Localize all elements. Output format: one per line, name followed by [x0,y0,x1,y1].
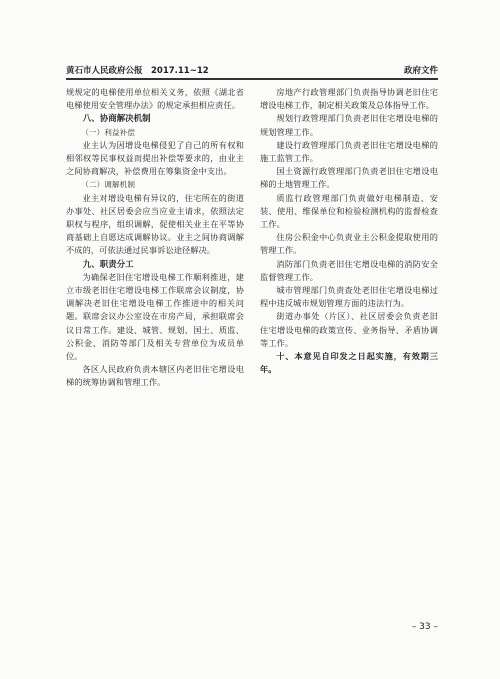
final-clause: 十、本意见自印发之日起实施，有效期三年。 [260,351,438,375]
paragraph: 业主对增设电梯有异议的，住宅所在的街道办事处、社区居委会应当应业主请求，依照法定职权与程序，组织调解，促使相关业主在平等协商基础上自愿达成调解协议。业主之间协商调解不成的，可依法通过民事诉讼途径解决。 [66,192,244,256]
paragraph: 国土资源行政管理部门负责老旧住宅增设电梯的土地管理工作。 [260,166,438,190]
subsection-heading: （一）利益补偿 [81,127,136,137]
section-label: 政府文件 [403,66,438,76]
page-number: – 33 – [411,622,438,632]
left-column [66,86,244,390]
header-rule [66,78,438,80]
running-header [66,64,438,78]
section-heading: 八、协商解决机制 [82,113,151,124]
publication-title: 黄石市人民政府公报 2017.11~12 [66,66,209,76]
paragraph: 建设行政管理部门负责老旧住宅增设电梯的施工监管工作。 [260,139,438,164]
subsection-heading: （二）调解机制 [81,180,136,190]
paragraph: 房地产行政管理部门负责指导协调老旧住宅增设电梯工作，制定相关政策及总体指导工作。 [260,87,438,111]
paragraph: 各区人民政府负责本辖区内老旧住宅增设电梯的统筹协调和管理工作。 [66,364,244,388]
paragraph: 规规定的电梯使用单位相关义务，依照《湖北省电梯使用安全管理办法》的规定承担相应责任。 [66,87,244,111]
paragraph: 业主认为因增设电梯侵犯了自己的所有权和相邻权等民事权益而提出补偿等要求的，由业主之间协商解决，补偿费用在筹集资金中支出。 [66,139,244,177]
paragraph: 消防部门负责老旧住宅增设电梯的消防安全监督管理工作。 [260,258,438,282]
paragraph: 城市管理部门负责查处老旧住宅增设电梯过程中违反城市规划管理方面的违法行为。 [260,285,438,309]
paragraph: 为确保老旧住宅增设电梯工作顺利推进，建立市级老旧住宅增设电梯工作联席会议制度，协调解决老旧住宅增设电梯工作推进中的相关问题。联席会议办公室设在市房产局，承担联席会议日常工作。建设、城管、规划、国土、质监、公积金、消防等部门及相关专营单位为成员单位。 [66,271,244,362]
right-column [260,86,438,376]
paragraph: 规划行政管理部门负责老旧住宅增设电梯的规划管理工作。 [260,113,438,137]
section-heading: 九、职责分工 [82,258,134,269]
paragraph: 街道办事处（片区）、社区居委会负责老旧住宅增设电梯的政策宣传、业务指导、矛盾协调等工作。 [260,311,438,348]
paragraph: 住房公积金中心负责业主公积金提取使用的管理工作。 [260,232,438,256]
paragraph: 质监行政管理部门负责做好电梯制造、安装、使用、维保单位和检验检测机构的监督检查工作。 [260,192,438,230]
